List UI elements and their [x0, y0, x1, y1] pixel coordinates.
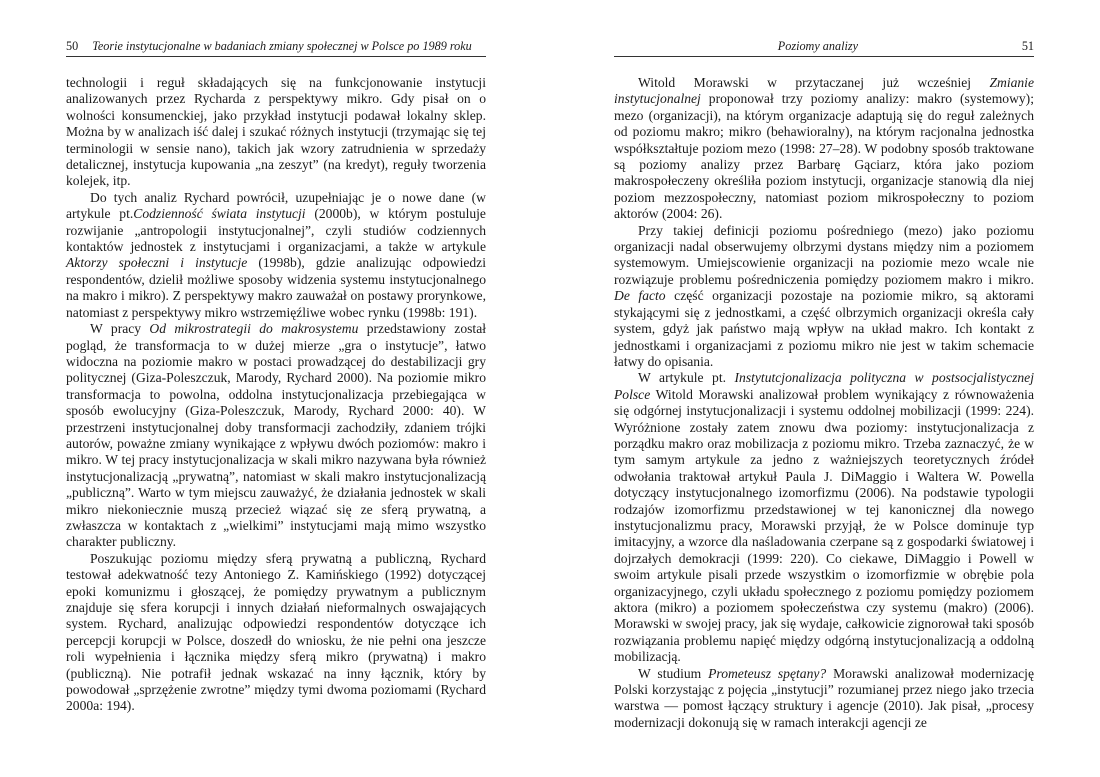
text-run: Witold Morawski analizował problem wynikający z równoważenia się odgórnej instytucjonalizacji i systemu oddolnej mobilizacji (1999: 224). Wyróżnione zostały zatem znowu dwa poziomy: instytucjonalizacja z porządku makro oraz mobilizacja z poziomu mikro. Trzeba zaznaczyć, że w tym samym artykule za jedno z ważniejszych teoretycznych źródeł odwołania traktował artykuł Paula J. DiMaggio i Waltera W. Powella dotyczący instytucjonalnego izomorfizmu (2006). Na podstawie typologii rodzajów izomorfizmu przedstawionej w tej kanonicznej dla nowego instytucjonalizmu pracy, Morawski przyjął, że w Polsce dominuje typ imitacyjny, a wzorce dla naśladowania czerpane są z gospodarki światowej i dojrzałych demokracji (1999: 220). Co ciekawe, DiMaggio i Powell w swoim artykule pisali przede wszystkim o izomorfizmie w obrębie pola organizacyjnego, czyli układu społecznego z poziomu pomiędzy poziomem aktora (mikro) a poziomem społeczeństwa czy systemu (makro) (2006). Morawski w swojej pracy, jak się wydaje, całkowicie zignorował taki sposób rozwiązania problemu napięć między odgórną instytucjonalizacją a oddolną mobilizacją.	[614, 386, 1034, 665]
text-run: W studium	[638, 665, 709, 681]
italic-text-run: Od mikrostrategii do makrosystemu	[149, 321, 359, 337]
left-page-header	[66, 38, 486, 57]
paragraph	[614, 75, 1034, 223]
paragraph	[614, 223, 1034, 371]
text-run: proponował trzy poziomy analizy: makro (systemowy); mezo (organizacji), na którym organizacje adaptują się do reguł zależnych od poziomu makro; mikro (behawioralny), na którym racjonalna jednostka współkształtuje poziom mezo (1998: 27–28). W podobny sposób traktowane są poziomy analizy przez Barbarę Gąciarz, która jako poziom makrospołeczeny określiła poziom instytucji, organizacje stanowią dla niej poziom mezzospołeczny, natomiast poziom mikrospołeczny to poziom aktorów (2004: 26).	[614, 91, 1034, 222]
running-head: Poziomy analizy	[777, 39, 859, 53]
text-run: (2000b), w którym postuluje rozwijanie „antropologii instytucjonalnej”, czyli studiów codziennych kontaktów jednostek z instytucjami i organizacjami, a także w artykule	[66, 206, 486, 255]
text-run: przedstawiony został pogląd, że transformacja to w dużej mierze „gra o instytucje”, łatwo widoczna na poziomie makro w postaci prowadzącej do destabilizacji gry politycznej (Giza-Poleszczuk, Marody, Rychard 2000). Na poziomie mikro transformacja to powolna, oddolna instytucjonalizacja przebiegająca w sposób ewolucyjny (Giza-Poleszczuk, Marody, Rychard 2000: 40). W przestrzeni instytucjonalnej doby transformacji zachodziły, zdaniem trójki autorów, poważne zmiany wynikające z wpływu dwóch poziomów: makro i mikro. W tej pracy instytucjonalizacja w skali mikro nazywana była również instytucjonalizacją „prywatną”, natomiast w skali makro instytucjonalizacją „publiczną”. Warto w tym miejscu zauważyć, że działania jednostek w skali mikro niekoniecznie muszą przecież wiązać się ze sferą prywatną, a zwłaszcza w kontaktach z „wielkimi” instytucjami mają mimo wszystko charakter publiczny.	[66, 321, 487, 550]
text-run: technologii i reguł składających się na funkcjonowanie instytucji analizowanych przez Rycharda z perspektywy mikro. Gdy pisał on o wolności konsumenckiej, jako przykład instytucji podawał lokalny sklep. Można by w analizach iść dalej i szukać różnych instytucji (trzymając się tej terminologii w sensie nano), takich jak wzory zatrudnienia w sprzedaży detalicznej, instytucja kupowania „na zeszyt” (na kredyt), reguły tworzenia kolejek, itp.	[66, 75, 486, 189]
paragraph	[66, 75, 486, 190]
italic-text-run: Aktorzy społeczni i instytucje	[66, 255, 248, 271]
page-number: 50	[66, 39, 79, 53]
text-run: Poszukując poziomu między sferą prywatną a publiczną, Rychard testował adekwatność tezy Antoniego Z. Kamińskiego (1992) dotyczącej epoki komunizmu i głoszącej, że pomiędzy prywatnym a publicznym znajduje się sfera korupcji i innych działań nieformalnych oswajających system. Rychard, analizując odpowiedzi respondentów dotyczące ich percepcji korupcji w Polsce, doszedł do wniosku, że nie pełni ona jeszcze roli wypełnienia i łącznika między sferą mikro (prywatną) i makro (publiczną). Nie potrafił jednak wskazać na inny łącznik, który by powodował „sprzężenie zwrotne” między tymi dwoma poziomami (Rychard 2000a: 194).	[66, 550, 486, 714]
text-run: Do tych analiz Rychard powrócił, uzupełniając je o nowe dane (w artykule pt.	[66, 189, 486, 222]
italic-text-run: Codzienność świata instytucji	[133, 206, 306, 222]
italic-text-run: De facto	[614, 288, 666, 304]
paragraph	[66, 551, 486, 715]
text-run: W artykule pt.	[638, 370, 735, 386]
paragraph	[614, 370, 1034, 665]
left-page-body	[66, 75, 486, 715]
page-number: 51	[1021, 39, 1034, 53]
text-run: Morawski analizował modernizację Polski korzystając z pojęcia „instytucji” rozumianej przez niego jako trzecia warstwa — pomost łączący struktury i agencje (2010). Jak pisał, „procesy modernizacji dokonują się w ramach interakcji agencji ze	[614, 665, 1034, 730]
text-run: Przy takiej definicji poziomu pośredniego (mezo) jako poziomu organizacji nadal obserwujemy olbrzymi dystans między nim a poziomem systemowym. Umiejscowienie organizacji na poziomie mezo wcale nie rozwiązuje problemu pośredniczenia pomiędzy poziomem makro i mikro.	[614, 222, 1034, 287]
italic-text-run: Prometeusz spętany?	[708, 665, 827, 681]
right-page	[614, 38, 1034, 731]
paragraph	[66, 190, 486, 321]
left-page	[66, 38, 486, 715]
text-run: (1998b), gdzie analizując odpowiedzi respondentów, dzielił możliwe sposoby widzenia systemu instytucjonalnego na makro i mikro). Z perspektywy makro zauważał on postawy prorynkowe, natomiast z perspektywy mikro wstrzemięźliwe wobec rynku (1998b: 191).	[66, 255, 486, 320]
paragraph	[614, 666, 1034, 732]
text-run: Witold Morawski w przytaczanej już wcześniej	[638, 75, 990, 90]
right-page-body	[614, 75, 1034, 731]
right-page-header	[614, 38, 1034, 57]
paragraph	[66, 321, 486, 551]
running-head: Teorie instytucjonalne w badaniach zmiany społecznej w Polsce po 1989 roku	[92, 39, 472, 53]
italic-text-run: Zmianie instytucjonalnej	[614, 75, 1034, 107]
italic-text-run: Instytutcjonalizacja polityczna w postsocjalistycznej Polsce	[614, 370, 1034, 402]
text-run: W pracy	[90, 321, 150, 337]
text-run: część organizacji pozostaje na poziomie mikro, są aktorami stykającymi się z jednostkami, a część olbrzymich organizacji określa cały system, gdyż jak państwo mają wpływ na układ makro. Ich kontakt z jednostkami i organizacjami z poziomu mikro nie jest w takim schemacie łatwy do opisania.	[614, 288, 1034, 369]
